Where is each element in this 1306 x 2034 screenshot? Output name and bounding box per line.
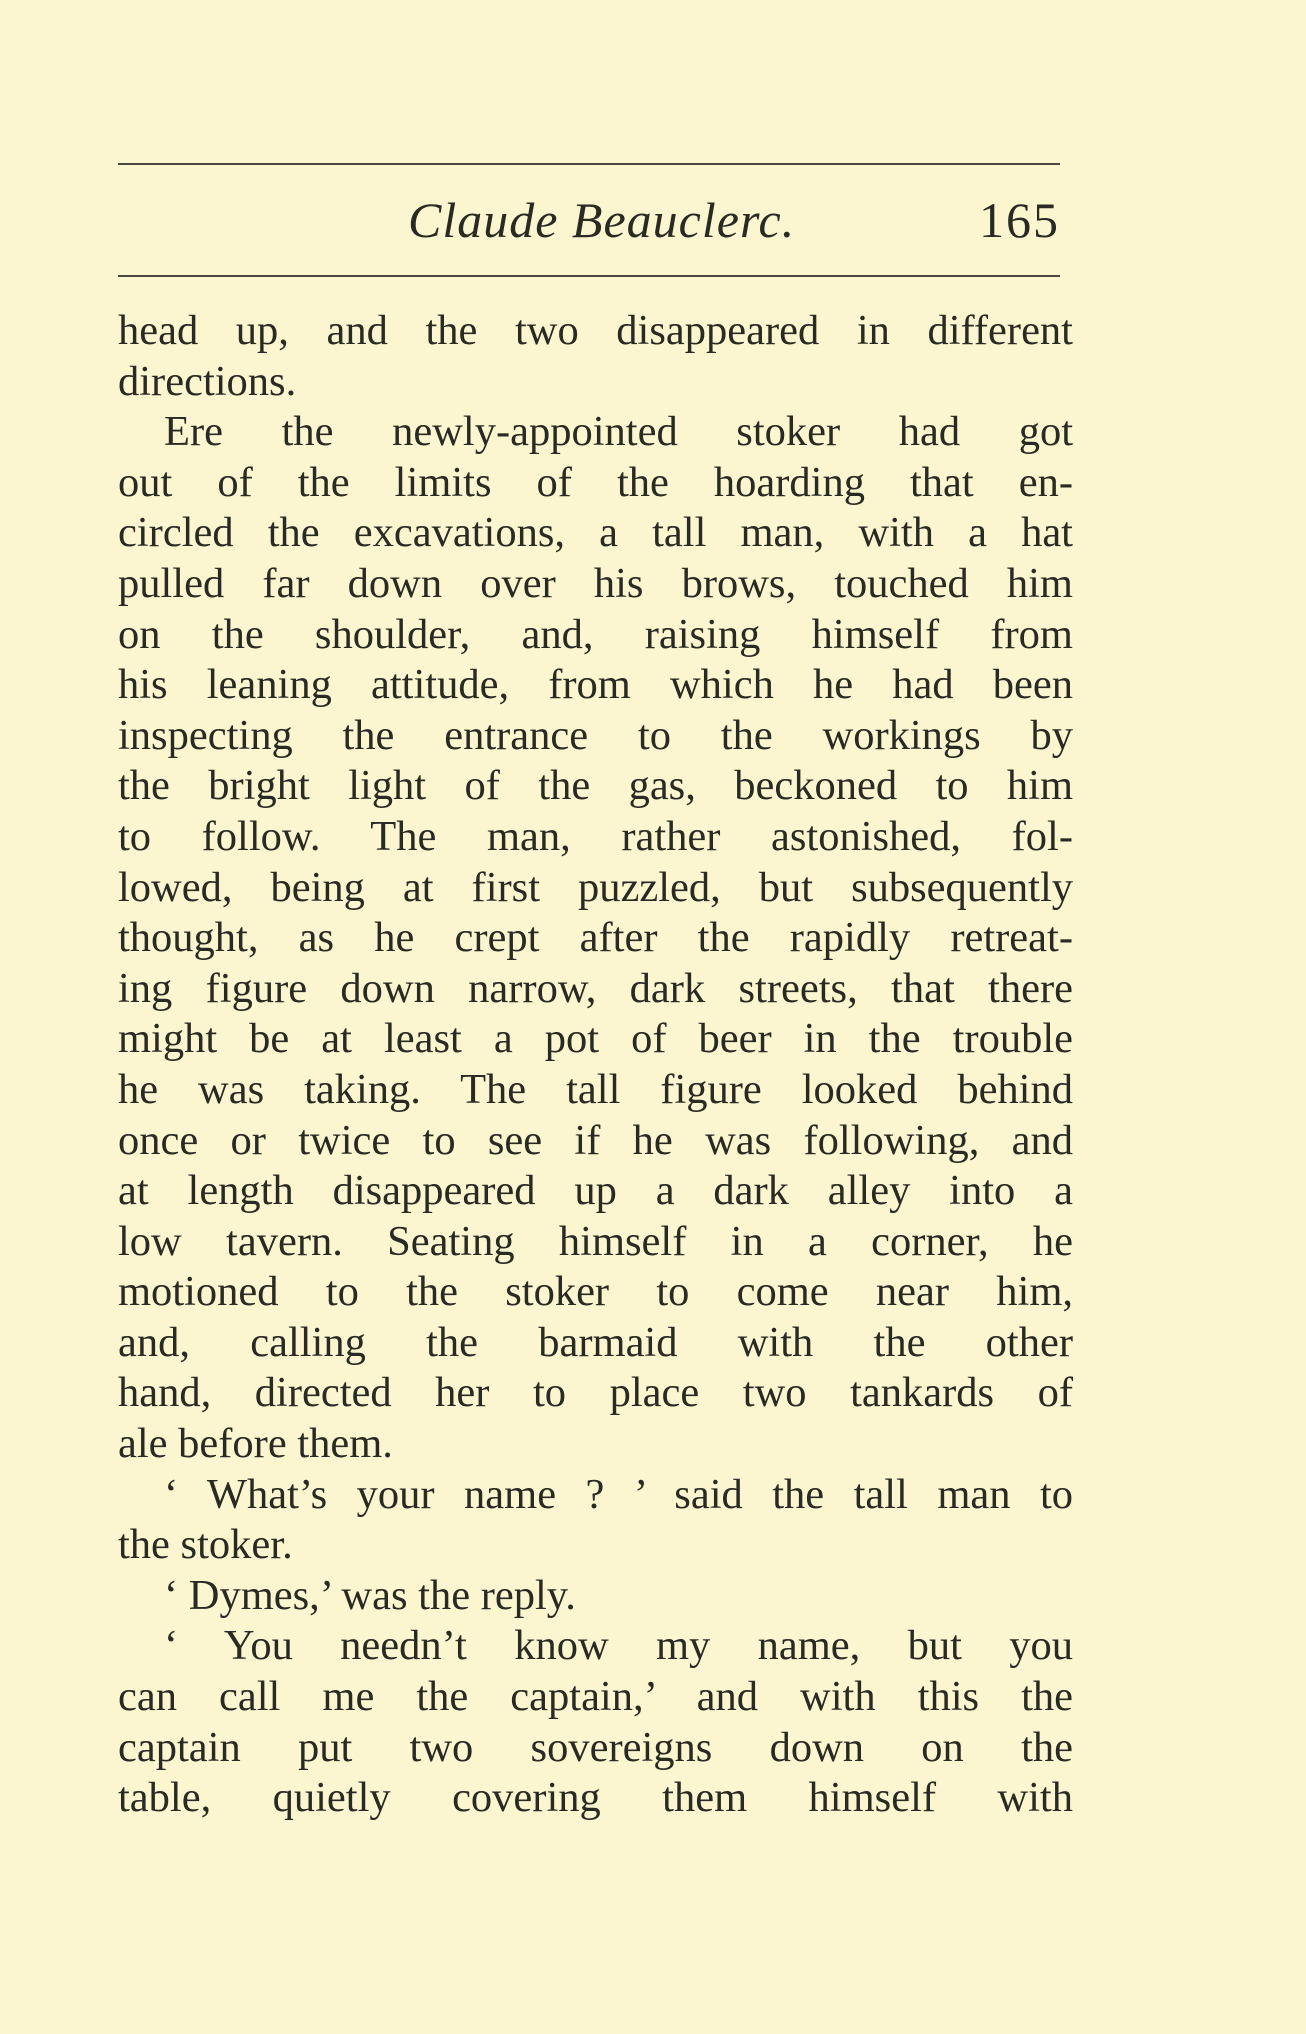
page-number: 165	[979, 192, 1060, 248]
text-line: inspecting the entrance to the workings by	[118, 711, 1073, 759]
running-head	[118, 188, 1060, 252]
text-line: ‘ What’s your name ? ’ said the tall man to	[164, 1470, 1073, 1518]
text-line: directions.	[118, 357, 297, 405]
text-line: table, quietly covering them himself with	[118, 1774, 1073, 1822]
text-line: the bright light of the gas, beckoned to him	[118, 762, 1073, 810]
text-line: once or twice to see if he was following, and	[118, 1116, 1073, 1164]
text-line: ‘ Dymes,’ was the reply.	[164, 1571, 576, 1619]
text-line: pulled far down over his brows, touched him	[118, 559, 1073, 607]
text-line: ing figure down narrow, dark streets, that there	[118, 964, 1073, 1012]
text-line: hand, directed her to place two tankards of	[118, 1369, 1073, 1417]
text-line: low tavern. Seating himself in a corner, he	[118, 1217, 1073, 1265]
running-title: Claude Beauclerc.	[408, 192, 796, 248]
text-line: at length disappeared up a dark alley into a	[118, 1167, 1073, 1215]
text-line: thought, as he crept after the rapidly retreat-	[118, 914, 1073, 962]
header-rule-bottom	[118, 275, 1060, 277]
text-line: captain put two sovereigns down on the	[118, 1723, 1073, 1771]
text-line: to follow. The man, rather astonished, fol-	[118, 812, 1073, 860]
text-line: ‘ You needn’t know my name, but you	[164, 1622, 1073, 1670]
text-line: the stoker.	[118, 1521, 293, 1569]
text-line: on the shoulder, and, raising himself from	[118, 610, 1073, 658]
text-line: can call me the captain,’ and with this the	[118, 1673, 1073, 1721]
text-line: might be at least a pot of beer in the trouble	[118, 1015, 1073, 1063]
text-line: and, calling the barmaid with the other	[118, 1318, 1073, 1366]
text-line: motioned to the stoker to come near him,	[118, 1268, 1073, 1316]
text-line: he was taking. The tall figure looked behind	[118, 1065, 1073, 1113]
text-line: his leaning attitude, from which he had been	[118, 661, 1073, 709]
text-line: circled the excavations, a tall man, with a hat	[118, 509, 1073, 557]
text-line: head up, and the two disappeared in different	[118, 307, 1073, 354]
text-line: ale before them.	[118, 1420, 393, 1468]
header-rule-top	[118, 163, 1060, 165]
text-line: out of the limits of the hoarding that en-	[118, 458, 1073, 506]
body-text	[118, 306, 1073, 1824]
text-line: Ere the newly-appointed stoker had got	[164, 408, 1073, 456]
text-line: lowed, being at first puzzled, but subsequently	[118, 863, 1073, 911]
